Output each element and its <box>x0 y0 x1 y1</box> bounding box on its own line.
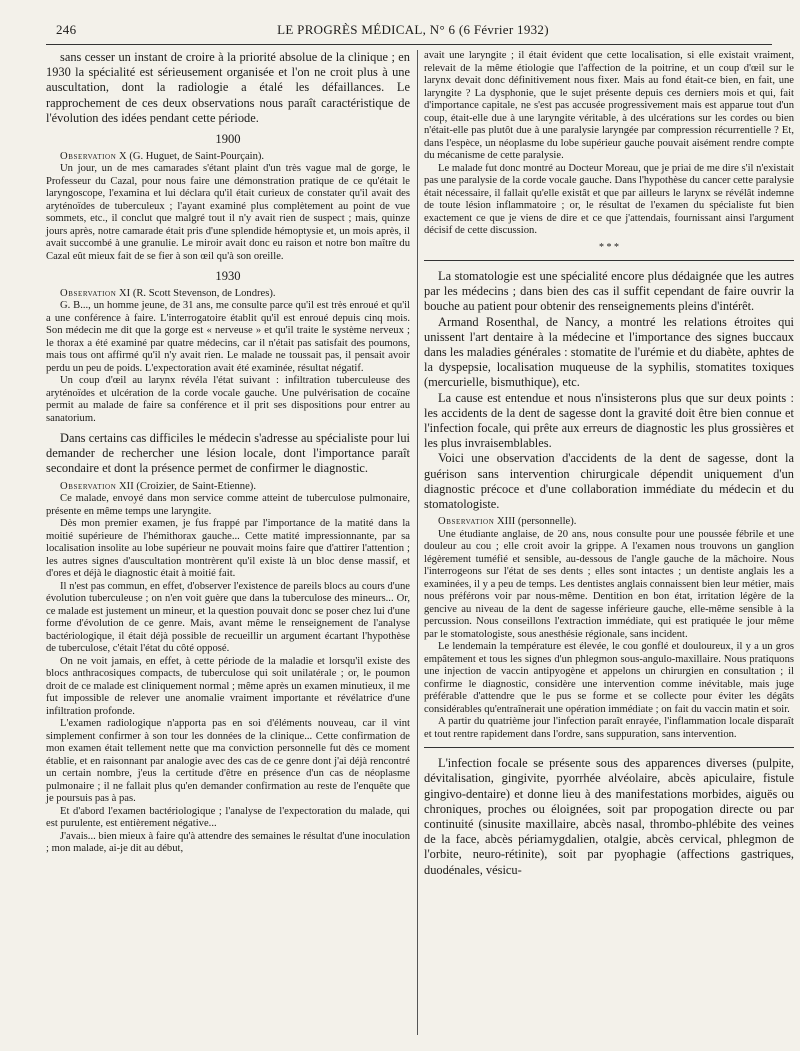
observation-title: X (G. Huguet, de Saint-Pourçain). <box>119 150 265 162</box>
observation-label: Observation <box>60 287 117 299</box>
observation-12-p6: Et d'abord l'examen bactériologique ; l'analyse de l'expectoration du malade, qui est purulente, est entièrement négative... <box>46 805 410 830</box>
moreau-paragraph: Le malade fut donc montré au Docteur Moreau, que je priai de me dire s'il n'existait pas une paralysie de la corde vocale gauche. Dans l'hypothèse du cancer cette paralysie était nécessaire, il fallait qu'elle existât et que par ailleurs le larynx se révélât indemne de toute lésion inflammatoire ; or, le résultat de l'examen du spécialiste fut bien exactement ce que je viens de dire et ce que j'attendais, fournissant ainsi l'argument décisif de cette discussion. <box>424 162 794 236</box>
observation-12-heading <box>46 481 410 494</box>
observation-title: XII (Croizier, de Saint-Etienne). <box>119 480 256 492</box>
intro-paragraph: sans cesser un instant de croire à la priorité absolue de la clinique ; en 1930 la spécialité est sérieusement organisée et l'on ne croit plus à une auscultation, dont la radiologie a étalé les défaillances. Le rapprochement de ces deux observations nous paraît caractéristique de l'évolution des idées pendant cette période. <box>46 50 410 125</box>
observation-10-heading <box>46 151 410 164</box>
observation-12-p2: Dès mon premier examen, je fus frappé par l'importance de la matité dans la moitié supérieure de l'hémithorax gauche... Cette matité impressionnante, par sa localisation insolite au lobe supérieur ne pouvait moins faire que d'attirer l'attention ; les autres signes d'auscultation montrèrent qu'il existe là un bloc dense massif, et d'ores et déjà le diagnostic était à moitié fait. <box>46 518 410 580</box>
running-header <box>56 22 770 42</box>
observation-12-p1: Ce malade, envoyé dans mon service comme atteint de tuberculose pulmonaire, présente en même temps une laryngite. <box>46 493 410 517</box>
observation-12-p3: Il n'est pas commun, en effet, d'observer l'existence de pareils blocs au cours d'une évolution tuberculeuse ; on n'en voit guère que dans la tuberculose des mineurs... Or, ce malade est justement un mineur, et la question pouvait donc se poser chez lui d'une forme d'évolution de ce genre. Mais, avant même le renseignement de l'analyse bactériologique, il était déjà possible de recueillir un argument écartant l'hypothèse de tuberculose, c'était l'état du côté opposé. <box>46 580 410 655</box>
observation-11-heading <box>46 288 410 301</box>
observation-intro-paragraph: Voici une observation d'accidents de la dent de sagesse, dont la guérison sans intervention chirurgicale dépendit uniquement d'un diagnostic précoce et d'une collaboration immédiate du médecin et du stomatologiste. <box>424 451 794 512</box>
observation-13-p2: Le lendemain la température est élevée, le cou gonflé et douloureux, il y a un gros empâtement et tous les signes d'un phlegmon sous-angulo-maxillaire. Nous pratiquons une injection de vaccin antipyogène et appelons un chirurgien en consultation ; il confirme le diagnostic, considère une intervention comme inévitable, mais juge préférable d'attendre que le pus se forme et se collecte pour éviter les dégâts considérables qu'entraînerait une opération immédiate ; on fait du vaccin matin et soir. <box>424 641 794 715</box>
journal-title: LE PROGRÈS MÉDICAL, N° 6 (6 Février 1932) <box>277 22 549 37</box>
left-column <box>46 50 410 856</box>
continuation-paragraph: avait une laryngite ; il était évident que cette localisation, si elle existait vraiment, relevait de la même étiologie que l'affection de la poitrine, et un coup d'œil sur le larynx devait donc définitivement nous fixer. Mais au fond était-ce bien, en fait, une laryngite ? La dysphonie, que le sujet présente depuis ces derniers mois et qui, fait d'importance capitale, ne s'est pas accusée progressivement mais est apparue tout d'un coup, était-elle due à une laryngite véritable, à des ulcérations sur les cordes ou bien n'était-elle pas plutôt due à une paralysie laryngée par compression récurrentielle ? Et, dans l'espèce, un néoplasme du lobe supérieur gauche pouvait aisément rendre compte du mécanisme de cette paralysie. <box>424 50 794 161</box>
observation-11-text-2: Un coup d'œil au larynx révéla l'état suivant : infiltration tuberculeuse des aryténoïdes et ulcération de la corde vocale gauche. Une pulvérisation de cocaïne permit au malade de faire sa conférence et il prit ses dispositions pour entrer au sanatorium. <box>46 375 410 424</box>
right-column <box>424 50 794 878</box>
page-number: 246 <box>56 22 77 37</box>
wisdom-tooth-paragraph: La cause est entendue et nous n'insisterons plus que sur deux points : les accidents de la dent de sagesse dont la gravité doit être bien connue et l'infection focale, qui prête aux erreurs de diagnostic les plus grossières et les plus invraisemblables. <box>424 390 794 451</box>
observation-11-text: G. B..., un homme jeune, de 31 ans, me consulte parce qu'il est très enroué et qu'il a une conférence à faire. L'interrogatoire établit qu'il est enroué depuis cinq mois. Son médecin me dit que la gorge est « nerveuse » et qu'il traite le système nerveux ; le thorax a été examiné par quatre médecins, car il n'était pas satisfait des poumons, mais tous ont affirmé qu'il n'y avait rien. Le malade ne toussait pas, il pensait avoir perdu un peu de poids. L'expectoration avait été examinée, résultat négatif. <box>46 300 410 374</box>
observation-12-p4: On ne voit jamais, en effet, à cette période de la maladie et lorsqu'il existe des blocs anthracosiques compacts, de tuberculose qui soit unilatérale ; or, le poumon droit de ce malade est cliniquement normal ; même après un examen minutieux, il me fut impossible de relever une anomalie vraiment importante et révélatrice d'une infiltration profonde. <box>46 655 410 717</box>
observation-13-heading <box>424 516 794 529</box>
section-rule <box>424 260 794 261</box>
observation-label: Observation <box>60 480 117 492</box>
observation-10-text: Un jour, un de mes camarades s'étant plaint d'un très vague mal de gorge, le Professeur du Cazal, pour nous faire une démonstration pratique de ce qu'était le laryngoscope, l'examina et lui déclara qu'il était curieux de constater qu'il avait des aryténoïdes de tuberculeux ; l'ayant examiné plus complètement au point de vue sommets, etc., il conclut que malgré tout il n'y avait rien de suspect ; mais, quinze jours après, notre camarade était pris d'une splendide hémoptysie et, un mois après, il avait succombé à une granulie. Le miroir avait donc eu raison et notre bon maître du Cazal eût mieux fait de se fier à son œil qu'à son oreille. <box>46 163 410 262</box>
rosenthal-paragraph: Armand Rosenthal, de Nancy, a montré les relations étroites qui unissent l'art dentaire à la médecine et l'importance des signes buccaux dans les maladies générales : stomatite de l'urémie et du diabète, aphtes de la dyspepsie, localisation muqueuse de la syphilis, stomatites toxiques (mercurielle, bismuthique), etc. <box>424 314 794 390</box>
observation-label: Observation <box>438 516 495 528</box>
observation-12-p5: L'examen radiologique n'apporta pas en soi d'éléments nouveau, car il vint simplement confirmer à son tour les données de la clinique... Cette confirmation de mon examen était tellement nette que ma conviction personnelle fut dès ce moment établie, et en raisonnant par analogie avec des cas de ce genre dont j'ai déjà rencontré un certain nombre, j'eus la certitude d'être en présence d'un cas de néoplasme pulmonaire ; il ne fallait plus qu'en demander confirmation au reste de l'enquête que je poursuis pas à pas. <box>46 718 410 805</box>
year-heading-1930: 1930 <box>215 269 241 284</box>
header-rule <box>46 44 772 45</box>
year-heading-1900: 1900 <box>215 132 241 147</box>
observation-title: XI (R. Scott Stevenson, de Londres). <box>119 287 276 299</box>
section-rule-2 <box>424 747 794 748</box>
focal-infection-paragraph: L'infection focale se présente sous des apparences diverses (pulpite, dévitalisation, gingivite, pyorrhée alvéolaire, abcès apiculaire, fistule gingivo-dentaire) et donne lieu à des manifestations morbides, aiguës ou chroniques, proches ou éloignées, soit par propogation directe ou par continuité (sinusite maxillaire, abcès nasal, thrombo-phlébite des veines de la face, abcès périamygdalien, otalgie, abcès cervical, phlegmon de l'orbite, neuro-rétinite), soit par pyophagie (affections gastriques, duodénales, vésicu- <box>424 756 794 877</box>
specialist-paragraph: Dans certains cas difficiles le médecin s'adresse au spécialiste pour lui demander de rechercher une lésion locale, dont l'importance paraît secondaire et dont la présence permet de confirmer le diagnostic. <box>46 431 410 476</box>
observation-12-p7: J'avais... bien mieux à faire qu'à attendre des semaines le résultat d'une inoculation ; mon malade, ai-je dit au début, <box>46 830 410 855</box>
observation-13-p3: A partir du quatrième jour l'infection paraît enrayée, l'inflammation locale disparaît et tout rentre rapidement dans l'ordre, sans suppuration, sans intervention. <box>424 716 794 740</box>
section-separator-stars: * * * <box>599 241 619 253</box>
observation-title: XIII (personnelle). <box>497 516 577 528</box>
observation-13-p1: Une étudiante anglaise, de 20 ans, nous consulte pour une poussée fébrile et une douleur au cou ; elle croit avoir la grippe. A l'examen nous trouvons un ganglion légèrement tuméfié et sensible, au-dessous de l'angle gauche de la mâchoire. Nous l'interrogeons sur l'état de ses dents ; elles sont intactes ; un dentiste anglais les a examinées, il y a peu de temps. Les dentistes anglais connaissent bien leur métier, mais nous préférons voir par nous-même. Dentition en bon état, irritation légère de la gencive au niveau de la dent de sagesse inférieure gauche, elle-même sensible à la percussion. Nous conseillons l'extraction immédiate, qui est pratiquée le jour même par le stomatologiste, sous anesthésie régionale, sans incident. <box>424 528 794 640</box>
stomatology-paragraph: La stomatologie est une spécialité encore plus dédaignée que les autres par les médecins ; dans bien des cas il suffit cependant de faire ouvrir la bouche au patient pour obtenir des renseignements pleins d'intérêt. <box>424 269 794 314</box>
observation-label: Observation <box>60 150 117 162</box>
column-divider <box>417 50 418 1035</box>
